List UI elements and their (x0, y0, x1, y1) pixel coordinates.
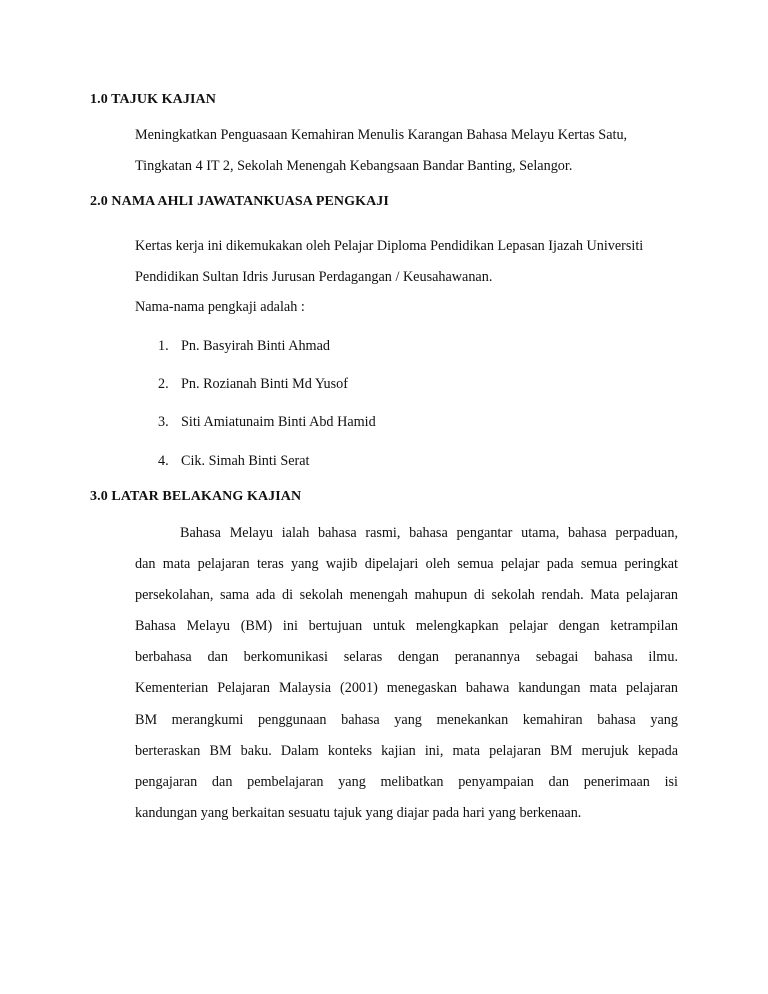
list-item (158, 374, 348, 394)
section-2-paragraph (135, 236, 678, 298)
paragraph-line: Bahasa Melayu ialah bahasa rasmi, bahasa pengantar utama, bahasa perpaduan, (180, 525, 678, 541)
list-item (158, 412, 376, 432)
paragraph-line: BM merangkumi penggunaan bahasa yang menekankan kemahiran bahasa yang (135, 711, 678, 728)
list-item (158, 451, 309, 471)
member-name: Siti Amiatunaim Binti Abd Hamid (181, 414, 376, 430)
paragraph-line: dan mata pelajaran teras yang wajib dipelajari oleh semua pelajar pada semua peringkat (135, 556, 678, 573)
section-3-paragraph (135, 523, 678, 834)
section-heading-latar-belakang: 3.0 LATAR BELAKANG KAJIAN (90, 489, 302, 504)
section-1-paragraph (135, 125, 678, 187)
section-heading-nama-ahli: 2.0 NAMA AHLI JAWATANKUASA PENGKAJI (90, 194, 389, 209)
list-number: 2. (158, 376, 169, 392)
paragraph-line: Pendidikan Sultan Idris Jurusan Perdagangan / Keusahawanan. (135, 269, 493, 286)
paragraph-line: kandungan yang berkaitan sesuatu tajuk yang diajar pada hari yang berkenaan. (135, 804, 582, 821)
paragraph-line: Kertas kerja ini dikemukakan oleh Pelajar Diploma Pendidikan Lepasan Ijazah Universiti (135, 238, 644, 254)
list-number: 3. (158, 414, 169, 430)
paragraph-line: berbahasa dan berkomunikasi selaras dengan peranannya sebagai bahasa ilmu. (135, 649, 678, 666)
paragraph-line: Tingkatan 4 IT 2, Sekolah Menengah Kebangsaan Bandar Banting, Selangor. (135, 158, 573, 175)
paragraph-line: persekolahan, sama ada di sekolah menengah mahupun di sekolah rendah. Mata pelajaran (135, 587, 678, 604)
list-intro (135, 297, 678, 328)
member-name: Cik. Simah Binti Serat (181, 453, 310, 469)
list-item (158, 336, 330, 356)
paragraph-line: Bahasa Melayu (BM) ini bertujuan untuk melengkapkan pelajar dengan ketrampilan (135, 618, 678, 635)
list-number: 4. (158, 453, 169, 469)
paragraph-line: berteraskan BM baku. Dalam konteks kajian ini, mata pelajaran BM merujuk kepada (135, 742, 678, 759)
list-intro-text: Nama-nama pengkaji adalah : (135, 299, 305, 315)
paragraph-line: pengajaran dan pembelajaran yang melibatkan penyampaian dan penerimaan isi (135, 773, 678, 790)
member-name: Pn. Rozianah Binti Md Yusof (181, 376, 348, 392)
paragraph-line: Kementerian Pelajaran Malaysia (2001) menegaskan bahawa kandungan mata pelajaran (135, 680, 678, 697)
paragraph-line: Meningkatkan Penguasaan Kemahiran Menulis Karangan Bahasa Melayu Kertas Satu, (135, 127, 628, 143)
member-name: Pn. Basyirah Binti Ahmad (181, 338, 330, 354)
list-number: 1. (158, 338, 169, 354)
section-heading-tajuk-kajian: 1.0 TAJUK KAJIAN (90, 92, 216, 107)
